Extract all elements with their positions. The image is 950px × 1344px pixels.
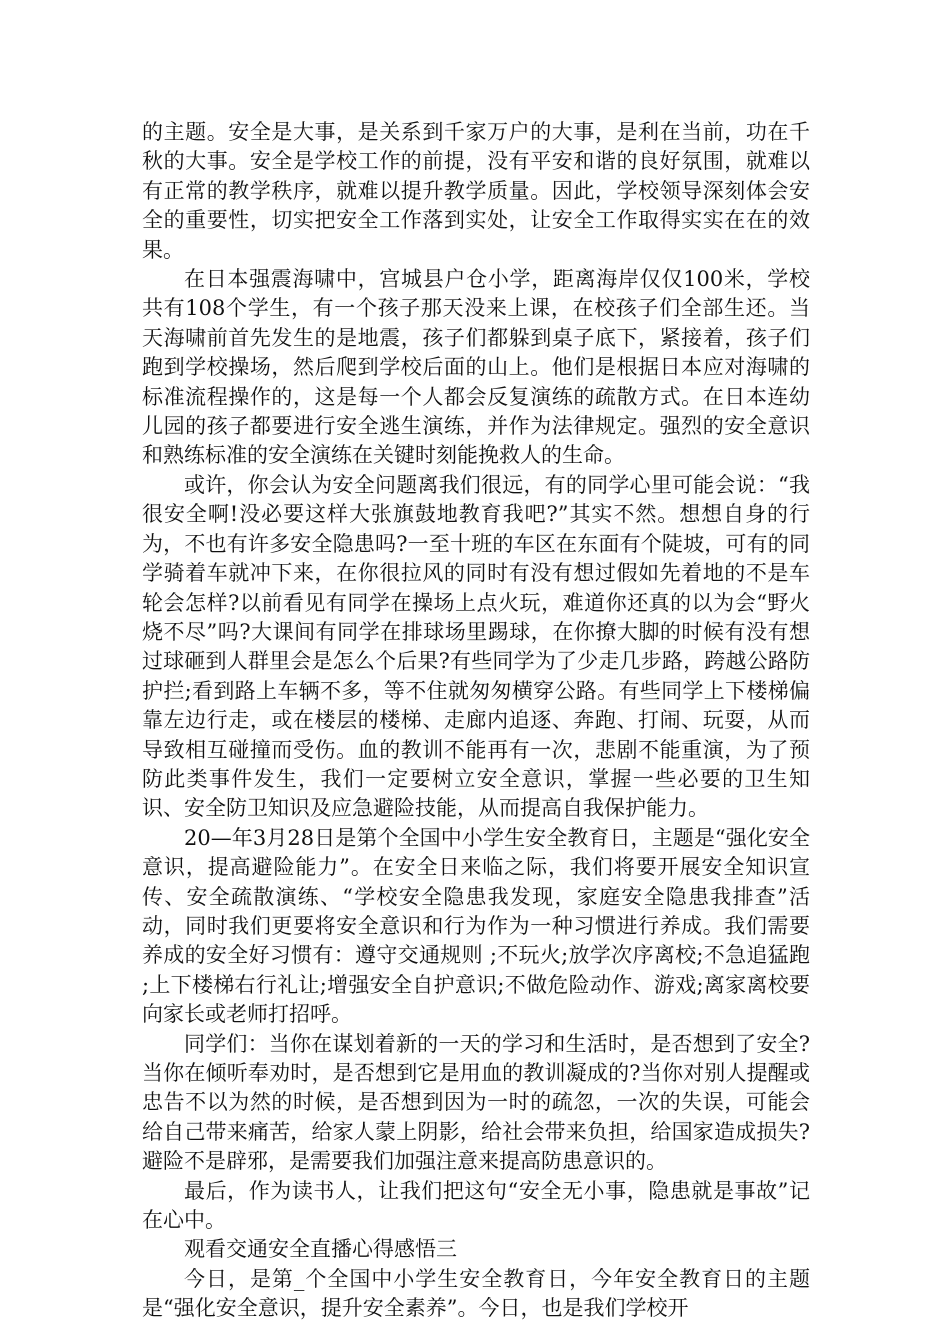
paragraph-1: 的主题。安全是大事，是关系到千家万户的大事，是利在当前，功在千秋的大事。安全是学校工作的前提，没有平安和谐的良好氛围，就难以有正常的教学秩序，就难以提升教学质量。因此，学校领导深刻体会安全的重要性，切实把安全工作落到实处，让安全工作取得实实在在的效果。 <box>142 120 810 262</box>
document-body <box>142 118 810 1324</box>
paragraph-2: 在日本强震海啸中，宫城县户仓小学，距离海岸仅仅100米，学校共有108个学生，有一个孩子那天没来上课，在校孩子们全部生还。当天海啸前首先发生的是地震，孩子们都躲到桌子底下，紧接着，孩子们跑到学校操场，然后爬到学校后面的山上。他们是根据日本应对海啸的标准流程操作的，这是每一个人都会反复演练的疏散方式。在日本连幼儿园的孩子都要进行安全逃生演练，并作为法律规定。强烈的安全意识和熟练标准的安全演练在关键时刻能挽救人的生命。 <box>142 267 810 468</box>
section-heading: 观看交通安全直播心得感悟三 <box>184 1237 457 1262</box>
paragraph-8: 今日，是第_个全国中小学生安全教育日，今年安全教育日的主题是“强化安全意识，提升安全素养”。今日，也是我们学校开 <box>142 1266 810 1321</box>
paragraph-4: 20—年3月28日是第个全国中小学生安全教育日，主题是“强化安全意识，提高避险能力”。在安全日来临之际，我们将要开展安全知识宣传、安全疏散演练、“学校安全隐患我发现，家庭安全隐患我排查”活动，同时我们更要将安全意识和行为作为一种习惯进行养成。我们需要养成的安全好习惯有：遵守交通规则 ;不玩火;放学次序离校;不急追猛跑 ;上下楼梯右行礼让;增强安全自护意识;不做危险动作、游戏;离家离校要向家长或老师打招呼。 <box>142 825 810 1027</box>
paragraph-6: 最后，作为读书人，让我们把这句“安全无小事，隐患就是事故”记在心中。 <box>142 1178 810 1233</box>
paragraph-5: 同学们：当你在谋划着新的一天的学习和生活时，是否想到了安全?当你在倾听奉劝时，是否想到它是用血的教训凝成的?当你对别人提醒或忠告不以为然的时候，是否想到因为一时的疏忽，一次的失误，可能会给自己带来痛苦，给家人蒙上阴影，给社会带来负担，给国家造成损失?避险不是辟邪，是需要我们加强注意来提高防患意识的。 <box>142 1031 810 1174</box>
paragraph-3: 或许，你会认为安全问题离我们很远，有的同学心里可能会说：“我很安全啊!没必要这样大张旗鼓地教育我吧?”其实不然。想想自身的行为，不也有许多安全隐患吗?一至十班的车区在东面有个陡坡，可有的同学骑着车就冲下来，在你很拉风的同时有没有想过假如先着地的不是车轮会怎样?以前看见有同学在操场上点火玩，难道你还真的以为会“野火烧不尽”吗?大课间有同学在排球场里踢球，在你撩大脚的时候有没有想过球砸到人群里会是怎么个后果?有些同学为了少走几步路，跨越公路防护拦;看到路上车辆不多，等不住就匆匆横穿公路。有些同学上下楼梯偏靠左边行走，或在楼层的楼梯、走廊内追逐、奔跑、打闹、玩耍，从而导致相互碰撞而受伤。血的教训不能再有一次，悲剧不能重演，为了预防此类事件发生，我们一定要树立安全意识，掌握一些必要的卫生知识、安全防卫知识及应急避险技能，从而提高自我保护能力。 <box>142 472 810 821</box>
